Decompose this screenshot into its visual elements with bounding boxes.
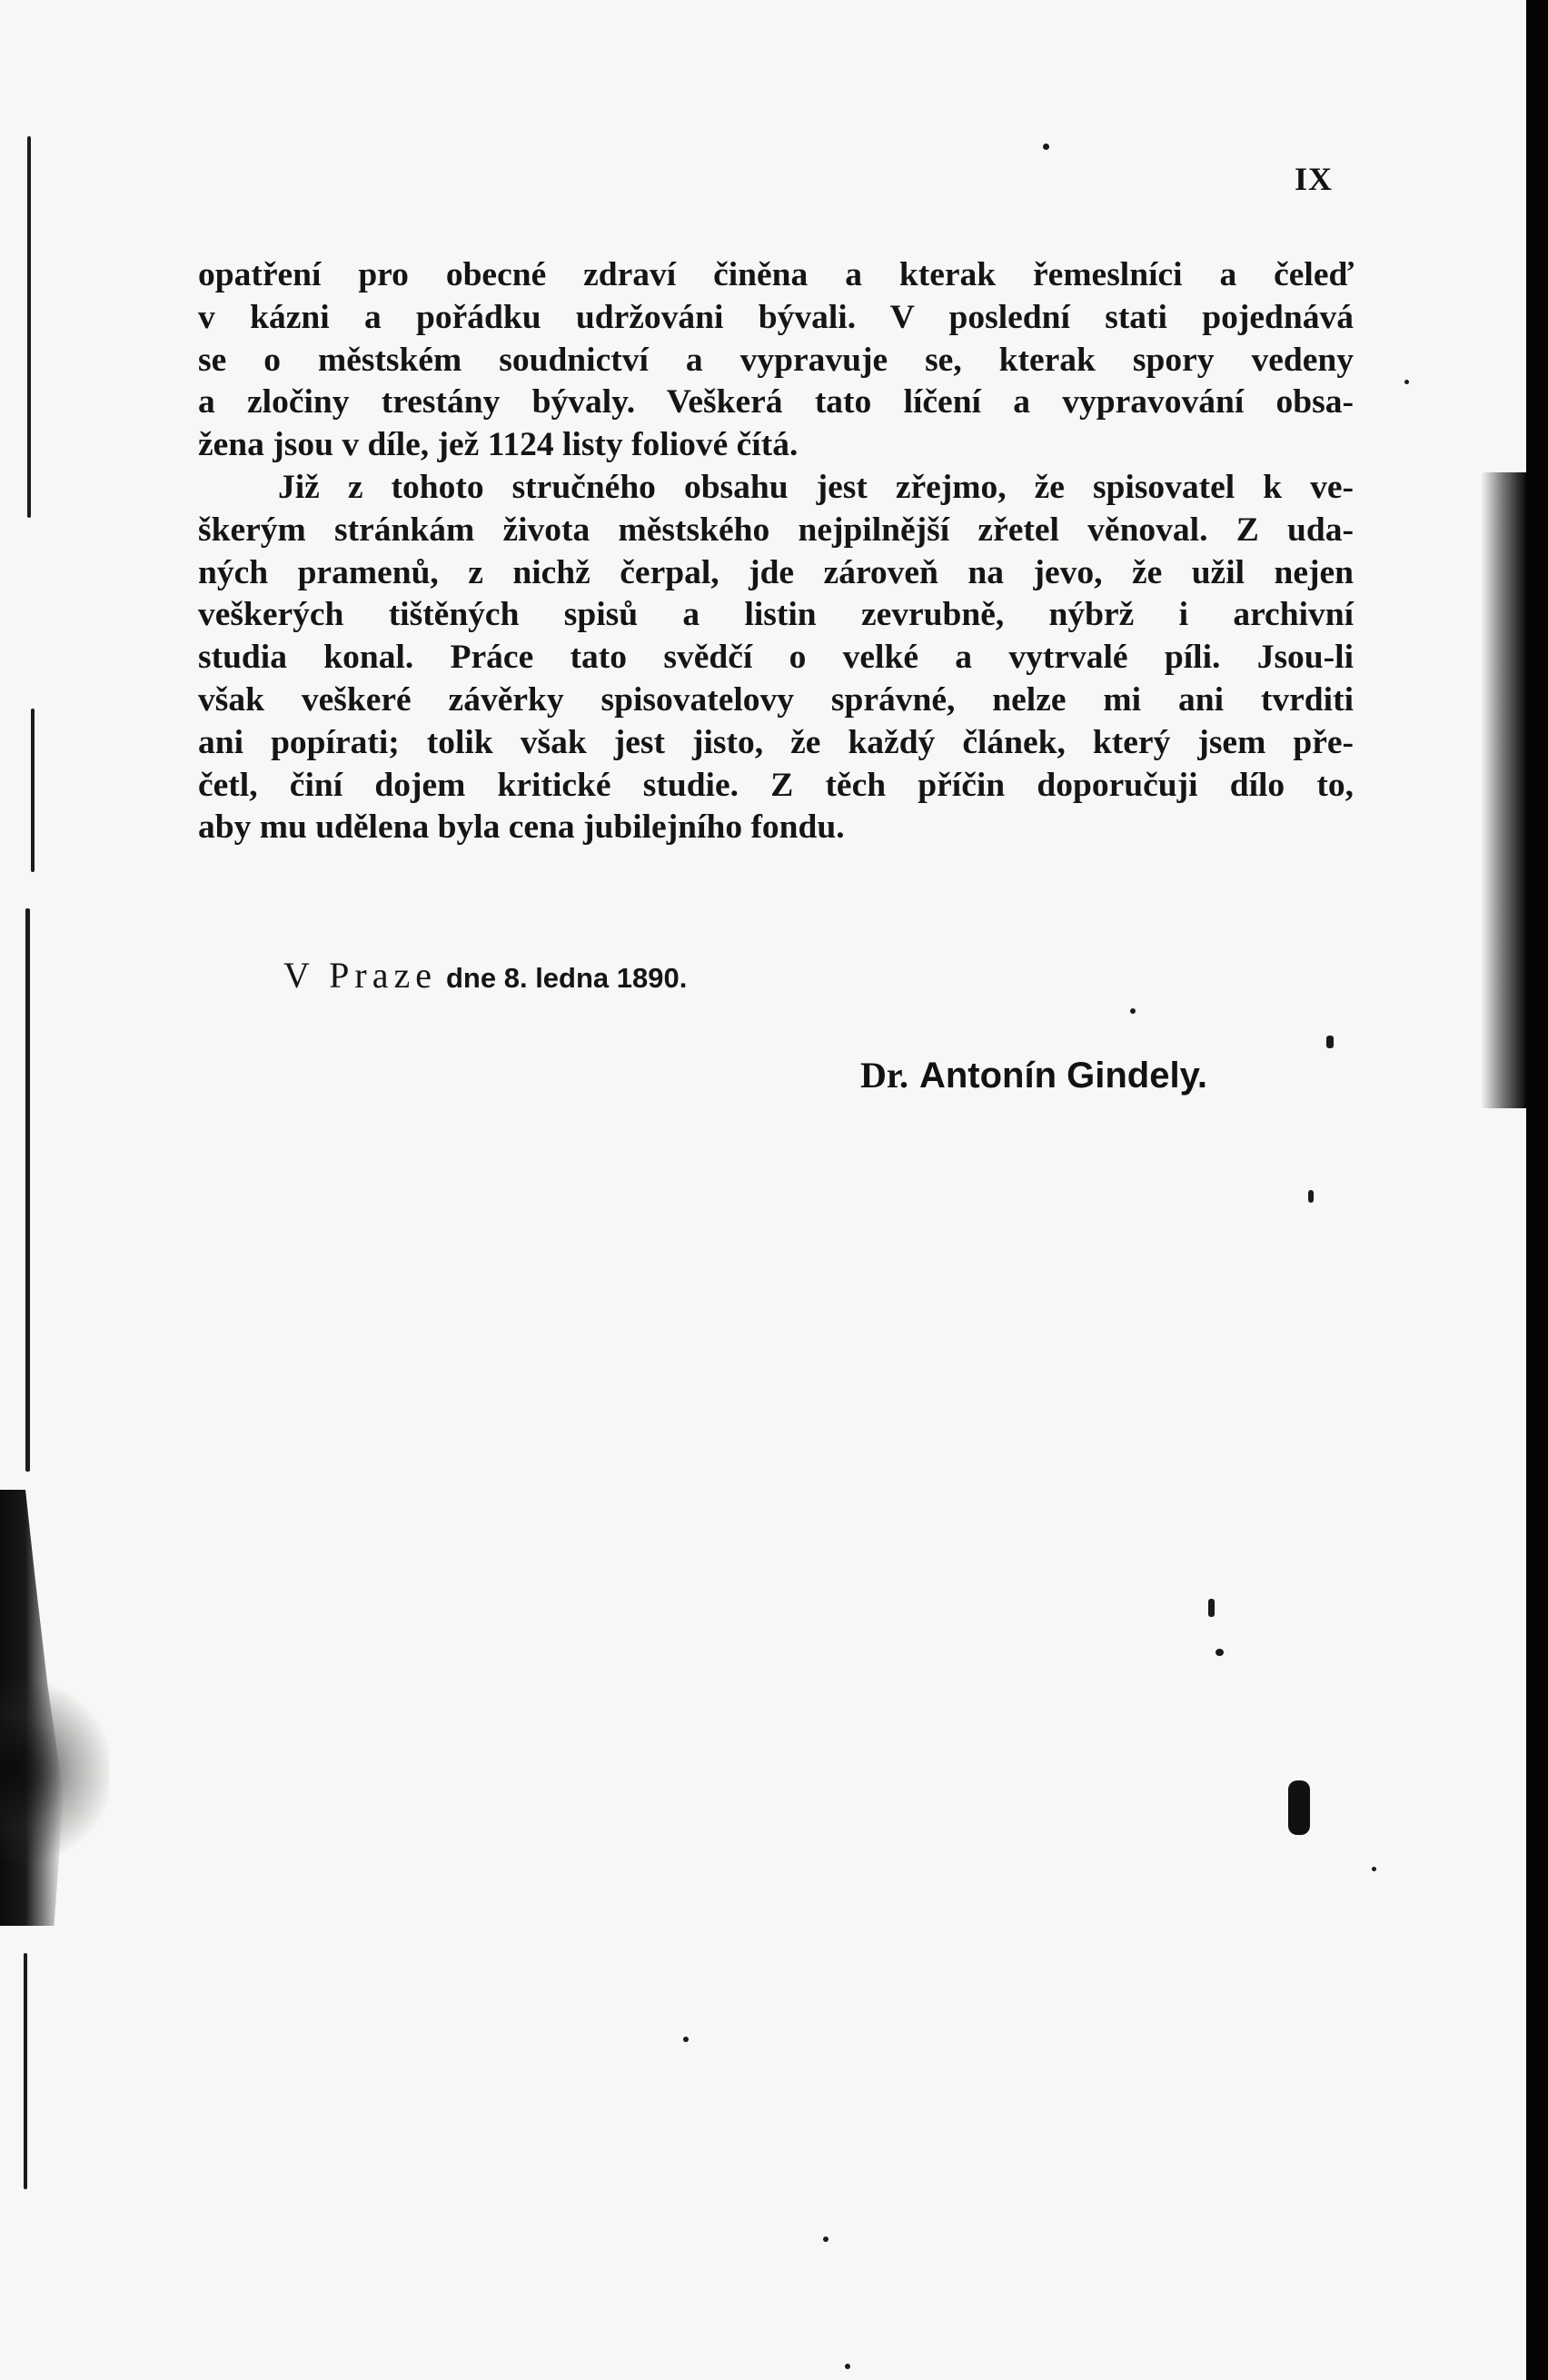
text-line: však veškeré závěrky spisovatelovy správné, nelze mi ani tvrditi bbox=[198, 680, 1354, 719]
text-line: četl, činí dojem kritické studie. Z těch příčin doporučuji dílo to, bbox=[198, 766, 1354, 804]
paper-speck bbox=[1043, 144, 1049, 150]
paper-speck bbox=[1288, 1780, 1310, 1835]
binding-edge-line bbox=[27, 136, 31, 518]
binding-edge-line bbox=[24, 1953, 27, 2189]
dateline-date: dne 8. ledna 1890. bbox=[446, 962, 688, 994]
paper-speck bbox=[1130, 1008, 1136, 1014]
text-line: se o městském soudnictví a vypravuje se, kterak spory vedeny bbox=[198, 341, 1354, 379]
text-line: žena jsou v díle, jež 1124 listy foliové čítá. bbox=[198, 426, 799, 464]
dateline bbox=[283, 954, 687, 997]
text-line: veškerých tištěných spisů a listin zevrubně, nýbrž i archivní bbox=[198, 596, 1354, 634]
text-line: studia konal. Práce tato svědčí o velké a vytrvalé píli. Jsou-li bbox=[198, 639, 1354, 677]
signature bbox=[860, 1054, 1207, 1096]
paper-speck bbox=[1326, 1036, 1334, 1048]
paper-speck bbox=[1208, 1599, 1215, 1617]
page-number: IX bbox=[1295, 161, 1334, 197]
text-line: ných pramenů, z nichž čerpal, jde zároveň na jevo, že užil nejen bbox=[198, 553, 1354, 591]
paper-speck bbox=[1216, 1649, 1224, 1656]
paper-speck bbox=[1372, 1867, 1376, 1871]
dateline-city: V Praze bbox=[283, 955, 437, 996]
text-line: škerým stránkám života městského nejpilnější zřetel věnoval. Z uda- bbox=[198, 511, 1354, 549]
paper-speck bbox=[683, 2037, 689, 2042]
paper-speck bbox=[1404, 380, 1409, 384]
paper-speck bbox=[1308, 1190, 1314, 1203]
page-edge-shadow bbox=[1481, 472, 1526, 1108]
body-text bbox=[198, 254, 1354, 849]
text-line: a zločiny trestány bývaly. Veškerá tato líčení a vypravování obsa- bbox=[198, 383, 1354, 421]
binding-edge-line bbox=[25, 908, 30, 1472]
text-line: v kázni a pořádku udržováni bývali. V poslední stati pojednává bbox=[198, 298, 1354, 336]
text-line: Již z tohoto stručného obsahu jest zřejmo, že spisovatel k ve- bbox=[278, 468, 1354, 506]
scan-border bbox=[1526, 0, 1548, 2380]
signature-name: Antonín Gindely. bbox=[918, 1056, 1207, 1096]
text-line: ani popírati; tolik však jest jisto, že každý článek, který jsem pře- bbox=[198, 723, 1354, 761]
binding-stain bbox=[0, 1681, 109, 1862]
signature-title: Dr. bbox=[860, 1055, 908, 1096]
text-line: opatření pro obecné zdraví činěna a kterak řemeslníci a čeleď bbox=[198, 256, 1354, 293]
text-line: aby mu udělena byla cena jubilejního fondu. bbox=[198, 808, 845, 847]
paper-speck bbox=[845, 2364, 850, 2369]
paper-speck bbox=[823, 2236, 829, 2242]
binding-edge-line bbox=[31, 709, 35, 872]
